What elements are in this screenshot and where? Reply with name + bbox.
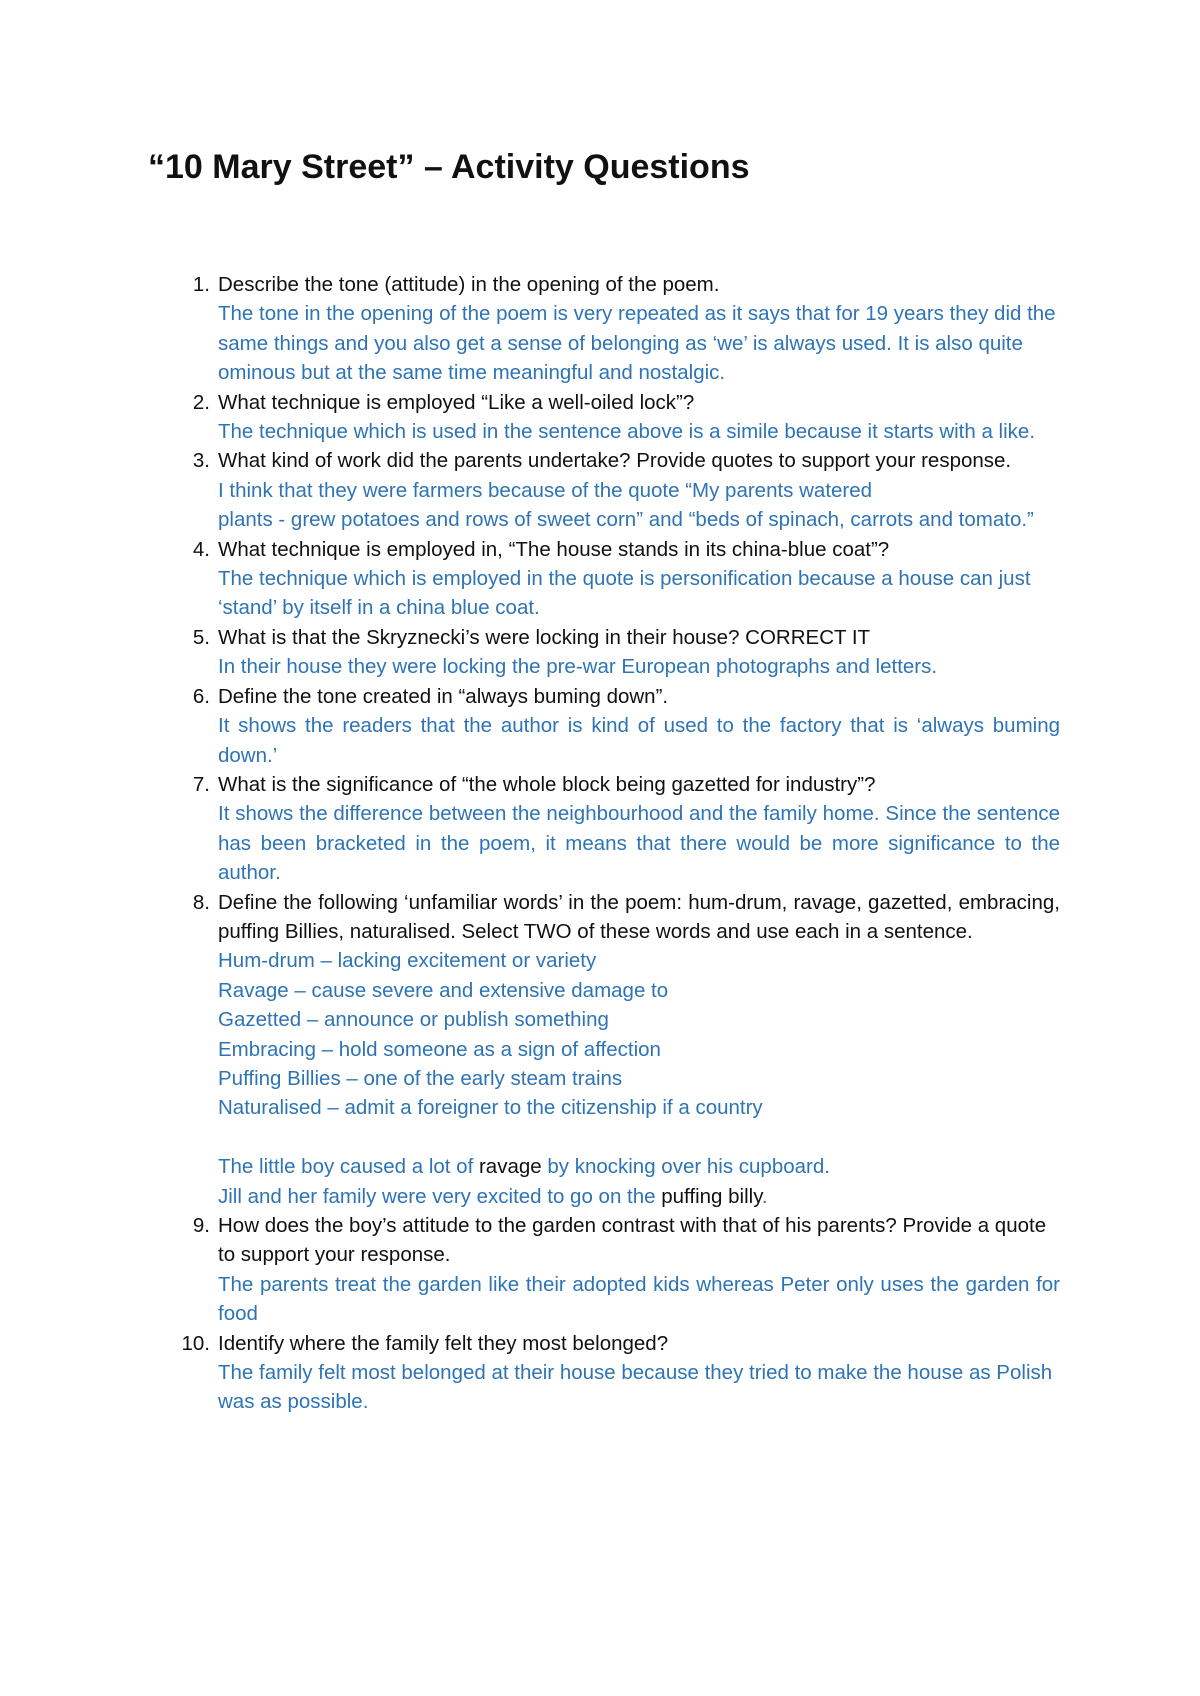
definition-item: Ravage – cause severe and extensive damage to (218, 978, 669, 1002)
question-text: Describe the tone (attitude) in the opening of the poem. (218, 273, 720, 296)
definition-item: Puffing Billies – one of the early steam trains (218, 1066, 623, 1090)
question-number: 3. (192, 449, 210, 473)
question-item (192, 682, 1060, 770)
question-number: 6. (192, 684, 210, 708)
question-text: What is that the Skryznecki’s were locking in their house? CORRECT IT (218, 625, 871, 649)
answer-text-line-1: I think that they were farmers because of the quote “My parents watered (218, 478, 873, 502)
question-number: 1. (192, 273, 210, 296)
question-item (192, 1211, 1060, 1329)
definition-item: Naturalised – admit a foreigner to the citizenship if a country (218, 1096, 763, 1120)
sentence-keyword: puffing billy (661, 1184, 762, 1208)
question-item (192, 388, 1060, 447)
question-text: How does the boy’s attitude to the garden contrast with that of his parents? Provide a quote to support your response. (218, 1213, 1047, 1267)
question-text: Define the tone created in “always buming down”. (218, 684, 669, 708)
answer-text: In their house they were locking the pre-war European photographs and letters. (218, 655, 938, 679)
answer-text: It shows the difference between the neighbourhood and the family home. Since the sentence has been bracketed in the poem, it means that there would be more significance to the author. (218, 802, 1060, 885)
question-item (192, 770, 1060, 888)
definition-item: Gazetted – announce or publish something (218, 1008, 609, 1032)
page-title: “10 Mary Street” – Activity Questions (148, 148, 750, 186)
answer-text: The tone in the opening of the poem is very repeated as it says that for 19 years they did the same things and you also get a sense of belonging as ‘we’ is always used. It is also quite ominous but at the same time meaningful and nostalgic. (218, 302, 1056, 385)
question-text: What is the significance of “the whole block being gazetted for industry”? (218, 772, 876, 796)
sentence-part: . (761, 1184, 768, 1208)
question-item (192, 535, 1060, 623)
definition-item: Hum-drum – lacking excitement or variety (218, 949, 597, 973)
question-item (192, 888, 1060, 1211)
question-item (181, 1329, 1060, 1417)
sentence-part: by knocking over his cupboard. (541, 1155, 830, 1179)
question-number: 4. (192, 537, 210, 561)
question-number: 2. (192, 390, 210, 414)
sentence-part: Jill and her family were very excited to go on the (218, 1184, 662, 1208)
question-number: 9. (192, 1213, 210, 1237)
question-number: 7. (192, 772, 210, 796)
example-sentence (218, 1182, 1060, 1211)
definition-list (218, 946, 1060, 1122)
sentence-keyword: ravage (478, 1155, 542, 1179)
question-number: 8. (192, 890, 210, 914)
question-text: Identify where the family felt they most belonged? (218, 1331, 669, 1355)
question-text: What technique is employed in, “The house stands in its china-blue coat”? (218, 537, 890, 561)
example-sentence (218, 1152, 1060, 1181)
answer-text: The parents treat the garden like their adopted kids whereas Peter only uses the garden for food (218, 1272, 1060, 1326)
question-item (192, 623, 1060, 682)
sentence-part: The little boy caused a lot of (218, 1155, 479, 1179)
question-item (192, 446, 1060, 534)
question-text: What kind of work did the parents undertake? Provide quotes to support your response. (218, 449, 1012, 473)
question-number: 10. (181, 1331, 210, 1355)
answer-text: It shows the readers that the author is kind of used to the factory that is ‘always buming down.’ (218, 714, 1060, 767)
definition-item: Embracing – hold someone as a sign of affection (218, 1037, 661, 1061)
question-number: 5. (192, 625, 210, 649)
question-list (181, 270, 1060, 1417)
answer-text-line-2: plants - grew potatoes and rows of sweet corn” and “beds of spinach, carrots and tomato.” (218, 508, 1034, 532)
question-text: What technique is employed “Like a well-oiled lock”? (218, 390, 695, 414)
blank-line (218, 1123, 1060, 1152)
answer-text: The technique which is employed in the quote is personification because a house can just ‘stand’ by itself in a china blue coat. (218, 567, 1031, 620)
answer-text: The family felt most belonged at their house because they tried to make the house as Polish was as possible. (218, 1361, 1053, 1414)
question-text: Define the following ‘unfamiliar words’ in the poem: hum-drum, ravage, gazetted, embracing, puffing Billies, naturalised. Select TWO of these words and use each in a sentence. (218, 890, 1060, 943)
question-item (192, 270, 1060, 388)
answer-text: The technique which is used in the sentence above is a simile because it starts with a like. (218, 420, 1036, 444)
